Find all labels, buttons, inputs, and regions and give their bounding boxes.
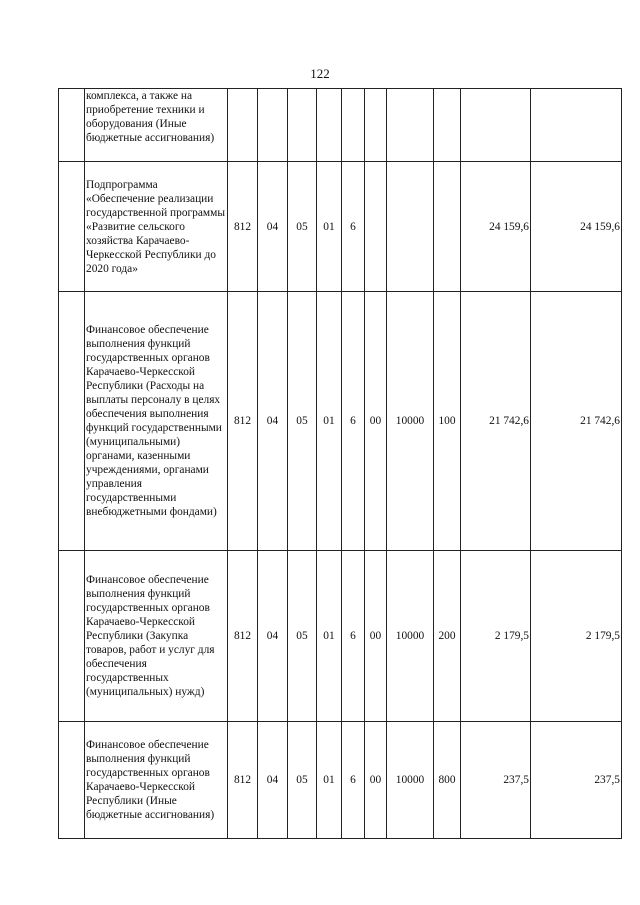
budget-table — [58, 88, 622, 839]
table-row — [59, 722, 622, 839]
row-name: Финансовое обеспечение выполнения функций государственных органов Карачаево-Черкесской Республики (Закупка товаров, работ и услуг для обеспечения государственных (муниципальных) нужд) — [85, 551, 228, 722]
blank-cell — [59, 551, 85, 722]
pr-code: 05 — [288, 162, 317, 292]
rz-code — [258, 89, 288, 162]
sum-1: 21 742,6 — [461, 292, 531, 551]
row-name: Подпрограмма «Обеспечение реализации государственной программы «Развитие сельского хозяйства Карачаево-Черкесской Республики до 2020 года» — [85, 162, 228, 292]
csr-part1 — [317, 89, 342, 162]
sum-2: 21 742,6 — [531, 292, 622, 551]
sum-1: 237,5 — [461, 722, 531, 839]
csr-part3: 00 — [365, 722, 387, 839]
blank-cell — [59, 292, 85, 551]
blank-cell — [59, 89, 85, 162]
ved-code: 812 — [228, 722, 258, 839]
row-name: Финансовое обеспечение выполнения функций государственных органов Карачаево-Черкесской Республики (Иные бюджетные ассигнования) — [85, 722, 228, 839]
rz-code: 04 — [258, 551, 288, 722]
rz-code: 04 — [258, 162, 288, 292]
table-row — [59, 292, 622, 551]
page-number: 122 — [310, 66, 330, 81]
sum-1: 24 159,6 — [461, 162, 531, 292]
csr-part3 — [365, 89, 387, 162]
csr-part4: 10000 — [387, 722, 434, 839]
table-row — [59, 551, 622, 722]
blank-cell — [59, 722, 85, 839]
csr-part4: 10000 — [387, 292, 434, 551]
table-row — [59, 162, 622, 292]
ved-code — [228, 89, 258, 162]
csr-part2 — [342, 89, 365, 162]
ved-code: 812 — [228, 551, 258, 722]
csr-part2: 6 — [342, 722, 365, 839]
csr-part1: 01 — [317, 551, 342, 722]
csr-part3 — [365, 162, 387, 292]
table-row — [59, 89, 622, 162]
sum-2 — [531, 89, 622, 162]
row-name: комплекса, а также на приобретение техники и оборудования (Иные бюджетные ассигнования) — [85, 89, 228, 162]
csr-part1: 01 — [317, 292, 342, 551]
sum-2: 2 179,5 — [531, 551, 622, 722]
pr-code: 05 — [288, 722, 317, 839]
csr-part2: 6 — [342, 162, 365, 292]
ved-code: 812 — [228, 162, 258, 292]
csr-part4 — [387, 162, 434, 292]
csr-part3: 00 — [365, 551, 387, 722]
vr-code: 200 — [434, 551, 461, 722]
vr-code: 100 — [434, 292, 461, 551]
rz-code: 04 — [258, 722, 288, 839]
csr-part2: 6 — [342, 292, 365, 551]
pr-code: 05 — [288, 551, 317, 722]
pr-code — [288, 89, 317, 162]
sum-1 — [461, 89, 531, 162]
sum-1: 2 179,5 — [461, 551, 531, 722]
vr-code: 800 — [434, 722, 461, 839]
csr-part4 — [387, 89, 434, 162]
vr-code — [434, 162, 461, 292]
vr-code — [434, 89, 461, 162]
ved-code: 812 — [228, 292, 258, 551]
csr-part1: 01 — [317, 162, 342, 292]
pr-code: 05 — [288, 292, 317, 551]
row-name: Финансовое обеспечение выполнения функций государственных органов Карачаево-Черкесской Республики (Расходы на выплаты персоналу в целях обеспечения выполнения функций государственными (муниципальными) органами, казенными учреждениями, органами управления государственными внебюджетными фондами) — [85, 292, 228, 551]
sum-2: 24 159,6 — [531, 162, 622, 292]
rz-code: 04 — [258, 292, 288, 551]
blank-cell — [59, 162, 85, 292]
csr-part3: 00 — [365, 292, 387, 551]
csr-part2: 6 — [342, 551, 365, 722]
sum-2: 237,5 — [531, 722, 622, 839]
csr-part1: 01 — [317, 722, 342, 839]
csr-part4: 10000 — [387, 551, 434, 722]
